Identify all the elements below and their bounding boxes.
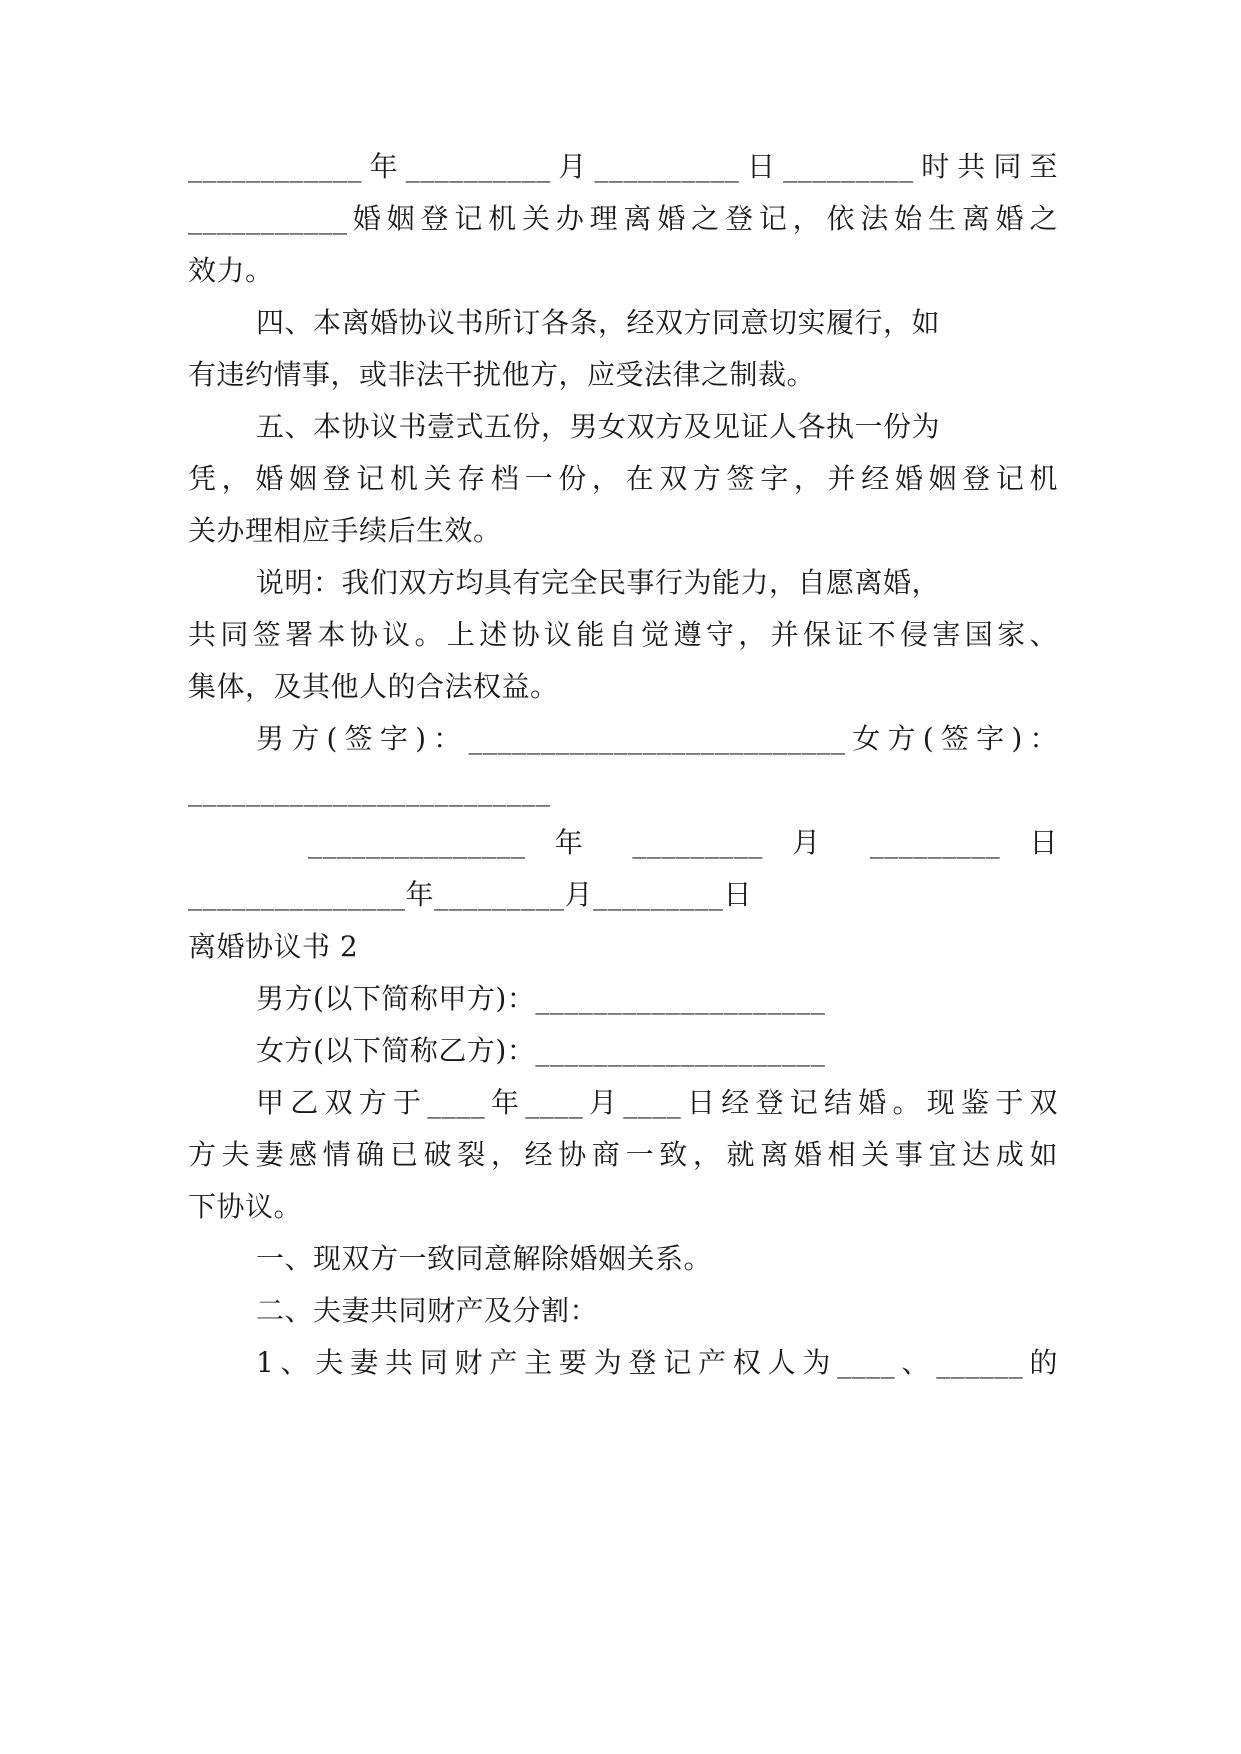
signature-blank-female: _________________________	[188, 774, 551, 807]
text-line: 效力。	[188, 254, 274, 287]
date-line-2: _______________年_________月_________日	[188, 878, 753, 911]
text-line: 五、本协议书壹式五份，男女双方及见证人各执一份为	[256, 410, 941, 443]
text-line: 四、本离婚协议书所订各条，经双方同意切实履行，如	[256, 306, 941, 339]
text-line: 共同签署本协议。上述协议能自觉遵守，并保证不侵害国家、	[188, 618, 1058, 651]
text-line: 甲乙双方于____年____月____日经登记结婚。现鉴于双	[256, 1086, 1058, 1119]
text-line: 集体，及其他人的合法权益。	[188, 670, 559, 703]
text-line: 说明：我们双方均具有完全民事行为能力，自愿离婚，	[256, 566, 941, 599]
party-b-field: 女方(以下简称乙方)：____________________	[256, 1034, 826, 1067]
clause-2: 二、夫妻共同财产及分割：	[256, 1294, 599, 1327]
text-line: 下协议。	[188, 1190, 303, 1223]
text-line: 有违约情事，或非法干扰他方，应受法律之制裁。	[188, 358, 816, 391]
date-line-1: _______________ 年 _________ 月 _________ 日	[308, 826, 1058, 859]
party-a-field: 男方(以下简称甲方)：____________________	[256, 982, 826, 1015]
clause-1: 一、现双方一致同意解除婚姻关系。	[256, 1242, 713, 1275]
text-line: 凭，婚姻登记机关存档一份，在双方签字，并经婚姻登记机	[188, 462, 1058, 495]
text-line: ___________婚姻登记机关办理离婚之登记，依法始生离婚之	[188, 202, 1058, 235]
signature-line-male-female: 男方(签字)：__________________________女方(签字)：	[256, 722, 1058, 755]
text-line: 1、夫妻共同财产主要为登记产权人为____、______的	[256, 1346, 1058, 1379]
text-line: ____________年__________月__________日_________时共同至	[188, 150, 1058, 183]
text-line: 方夫妻感情确已破裂，经协商一致，就离婚相关事宜达成如	[188, 1138, 1058, 1171]
section-title: 离婚协议书 2	[188, 930, 359, 963]
text-line: 关办理相应手续后生效。	[188, 514, 502, 547]
